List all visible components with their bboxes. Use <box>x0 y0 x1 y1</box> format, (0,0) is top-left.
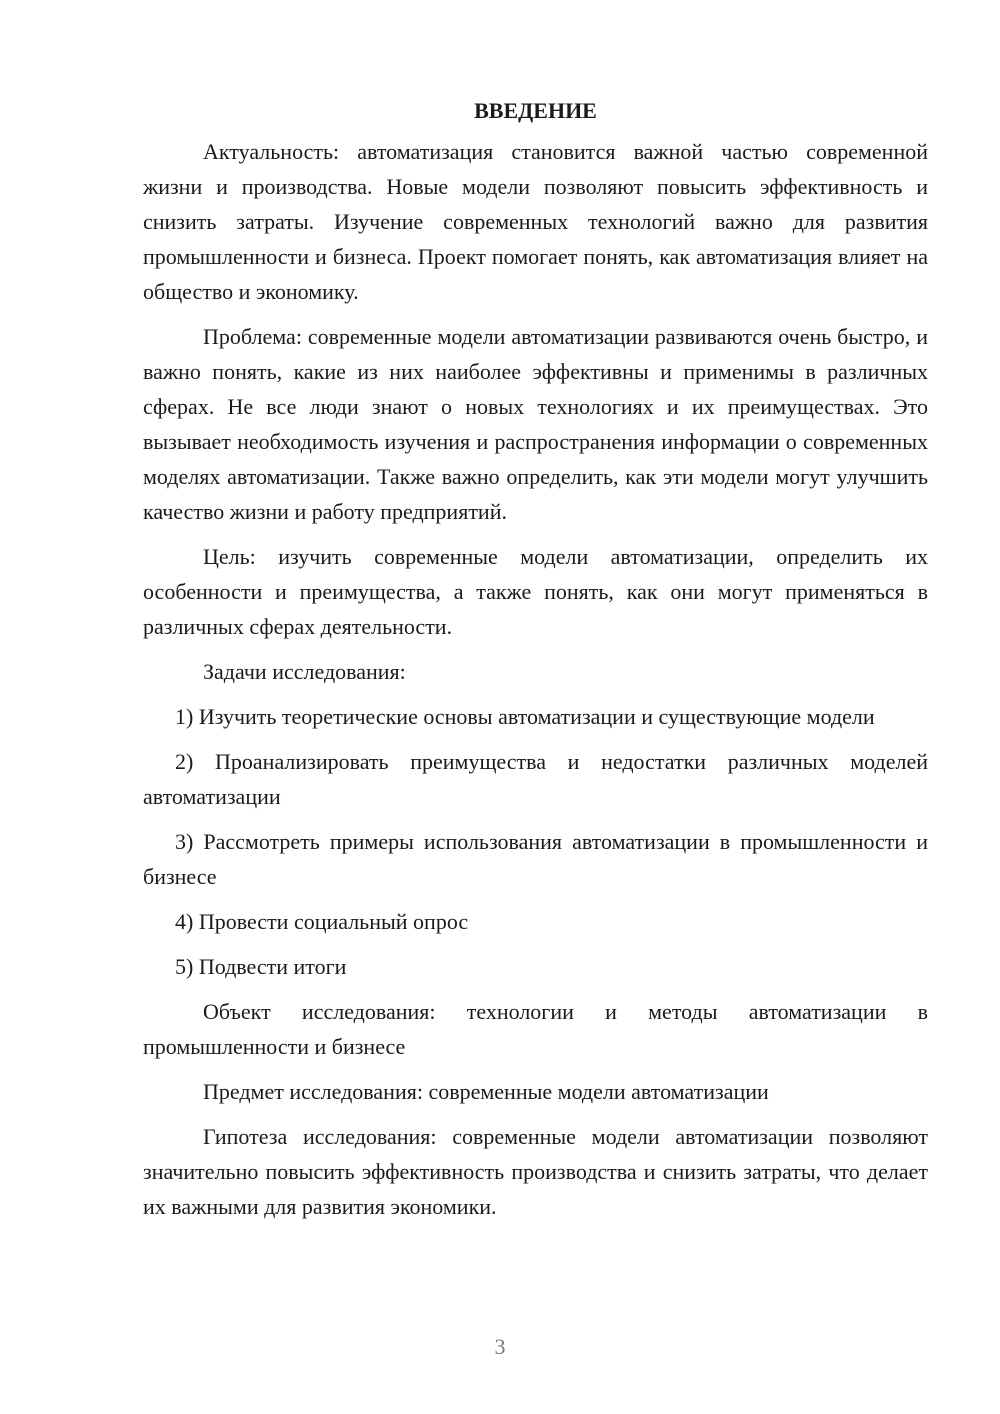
problem-paragraph: Проблема: современные модели автоматизации развиваются очень быстро, и важно понять, какие из них наиболее эффективны и применимы в различных сферах. Не все люди знают о новых технологиях и их преимуществах. Это вызывает необходимость изучения и распространения информации о современных моделях автоматизации. Также важно определить, как эти модели могут улучшить качество жизни и работу предприятий. <box>143 324 928 524</box>
task-item: 4) Провести социальный опрос <box>175 909 469 934</box>
task-item: 5) Подвести итоги <box>175 954 347 979</box>
document-page <box>143 96 928 1234</box>
goal-paragraph: Цель: изучить современные модели автоматизации, определить их особенности и преимущества, а также понять, как они могут применяться в различных сферах деятельности. <box>143 544 928 639</box>
page-number: 3 <box>494 1334 506 1359</box>
section-title: ВВЕДЕНИЕ <box>474 98 597 123</box>
task-item: 3) Рассмотреть примеры использования автоматизации в промышленности и бизнесе <box>143 829 928 889</box>
object-paragraph: Объект исследования: технологии и методы автоматизации в промышленности и бизнесе <box>143 999 928 1059</box>
subject-paragraph: Предмет исследования: современные модели автоматизации <box>203 1079 769 1104</box>
hypothesis-paragraph: Гипотеза исследования: современные модели автоматизации позволяют значительно повысить эффективность производства и снизить затраты, что делает их важными для развития экономики. <box>143 1124 928 1219</box>
relevance-paragraph: Актуальность: автоматизация становится важной частью современной жизни и производства. Новые модели позволяют повысить эффективность и снизить затраты. Изучение современных технологий важно для развития промышленности и бизнеса. Проект помогает понять, как автоматизация влияет на общество и экономику. <box>143 139 928 304</box>
task-item: 1) Изучить теоретические основы автоматизации и существующие модели <box>175 704 875 729</box>
tasks-heading: Задачи исследования: <box>203 659 406 684</box>
task-item: 2) Проанализировать преимущества и недостатки различных моделей автоматизации <box>143 749 928 809</box>
